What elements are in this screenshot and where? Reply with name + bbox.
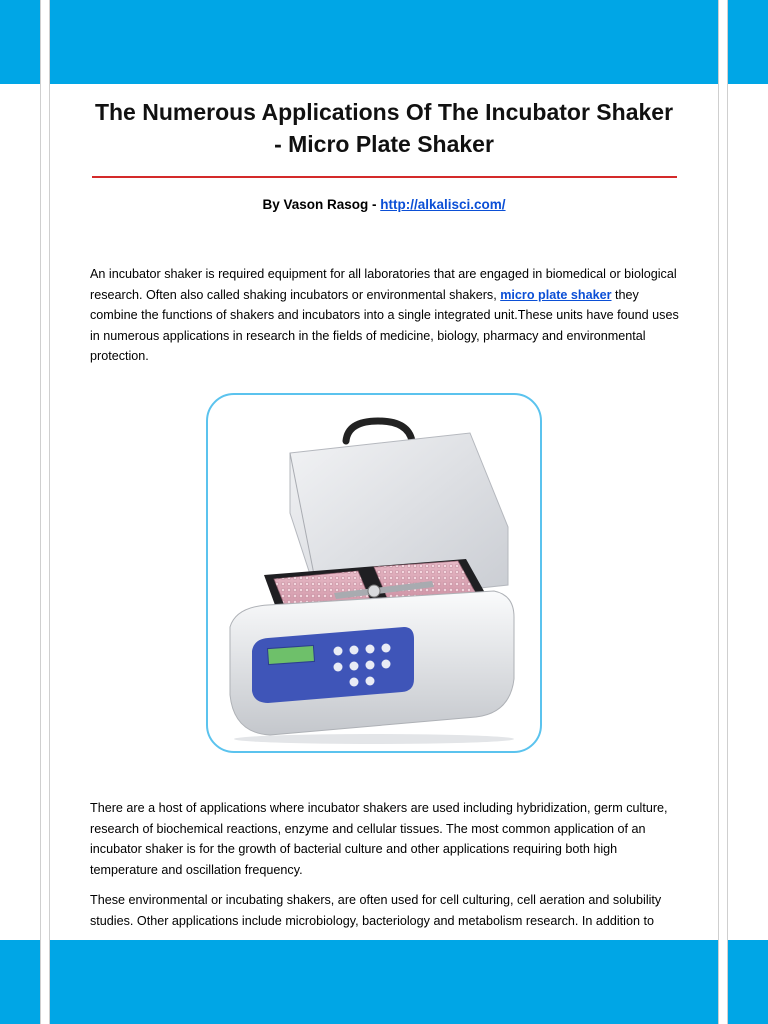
bottom-left-band	[0, 940, 40, 1024]
left-margin-line	[40, 0, 41, 1024]
applications-paragraph: There are a host of applications where incubator shakers are used including hybridization, germ culture, research of biochemical reactions, enzyme and cellular tissues. The most common application of an incubator shaker is for the growth of bacterial culture and other applications requiring both high temperature and oscillation frequency.	[90, 801, 668, 877]
intro-text: An incubator shaker is required equipment for all laboratories that are engaged in biomedical or biological research. Often also called shaking incubators or environmental shakers,	[90, 267, 677, 302]
uses-paragraph: These environmental or incubating shakers, are often used for cell culturing, cell aeration and solubility studies. Other applications include microbiology, bacteriology and metabolism research. In addition to	[90, 893, 662, 928]
micro-plate-shaker-link[interactable]: micro plate shaker	[500, 287, 612, 302]
bottom-banner	[50, 940, 718, 1024]
right-margin-line	[718, 0, 719, 1024]
product-image-frame	[206, 393, 542, 753]
byline-author: By Vason Rasog -	[262, 197, 381, 212]
page-title: The Numerous Applications Of The Incubator Shaker - Micro Plate Shaker	[94, 99, 674, 157]
top-right-band	[728, 0, 768, 84]
byline	[50, 197, 718, 212]
intro-text-continued: they combine the functions of shakers and incubators into a single integrated unit.These units have found uses in numerous applications in research in the fields of medicine, biology, pharmacy and environmental protection.	[90, 287, 679, 363]
top-banner	[50, 0, 718, 84]
document-page	[50, 84, 718, 940]
author-website-link[interactable]: http://alkalisci.com/	[380, 197, 506, 212]
incubator-shaker-image	[208, 395, 540, 751]
right-margin-line	[727, 0, 728, 1024]
bottom-right-band	[728, 940, 768, 1024]
top-left-band	[0, 0, 40, 84]
title-divider	[92, 176, 677, 178]
intro-paragraph	[90, 264, 680, 367]
